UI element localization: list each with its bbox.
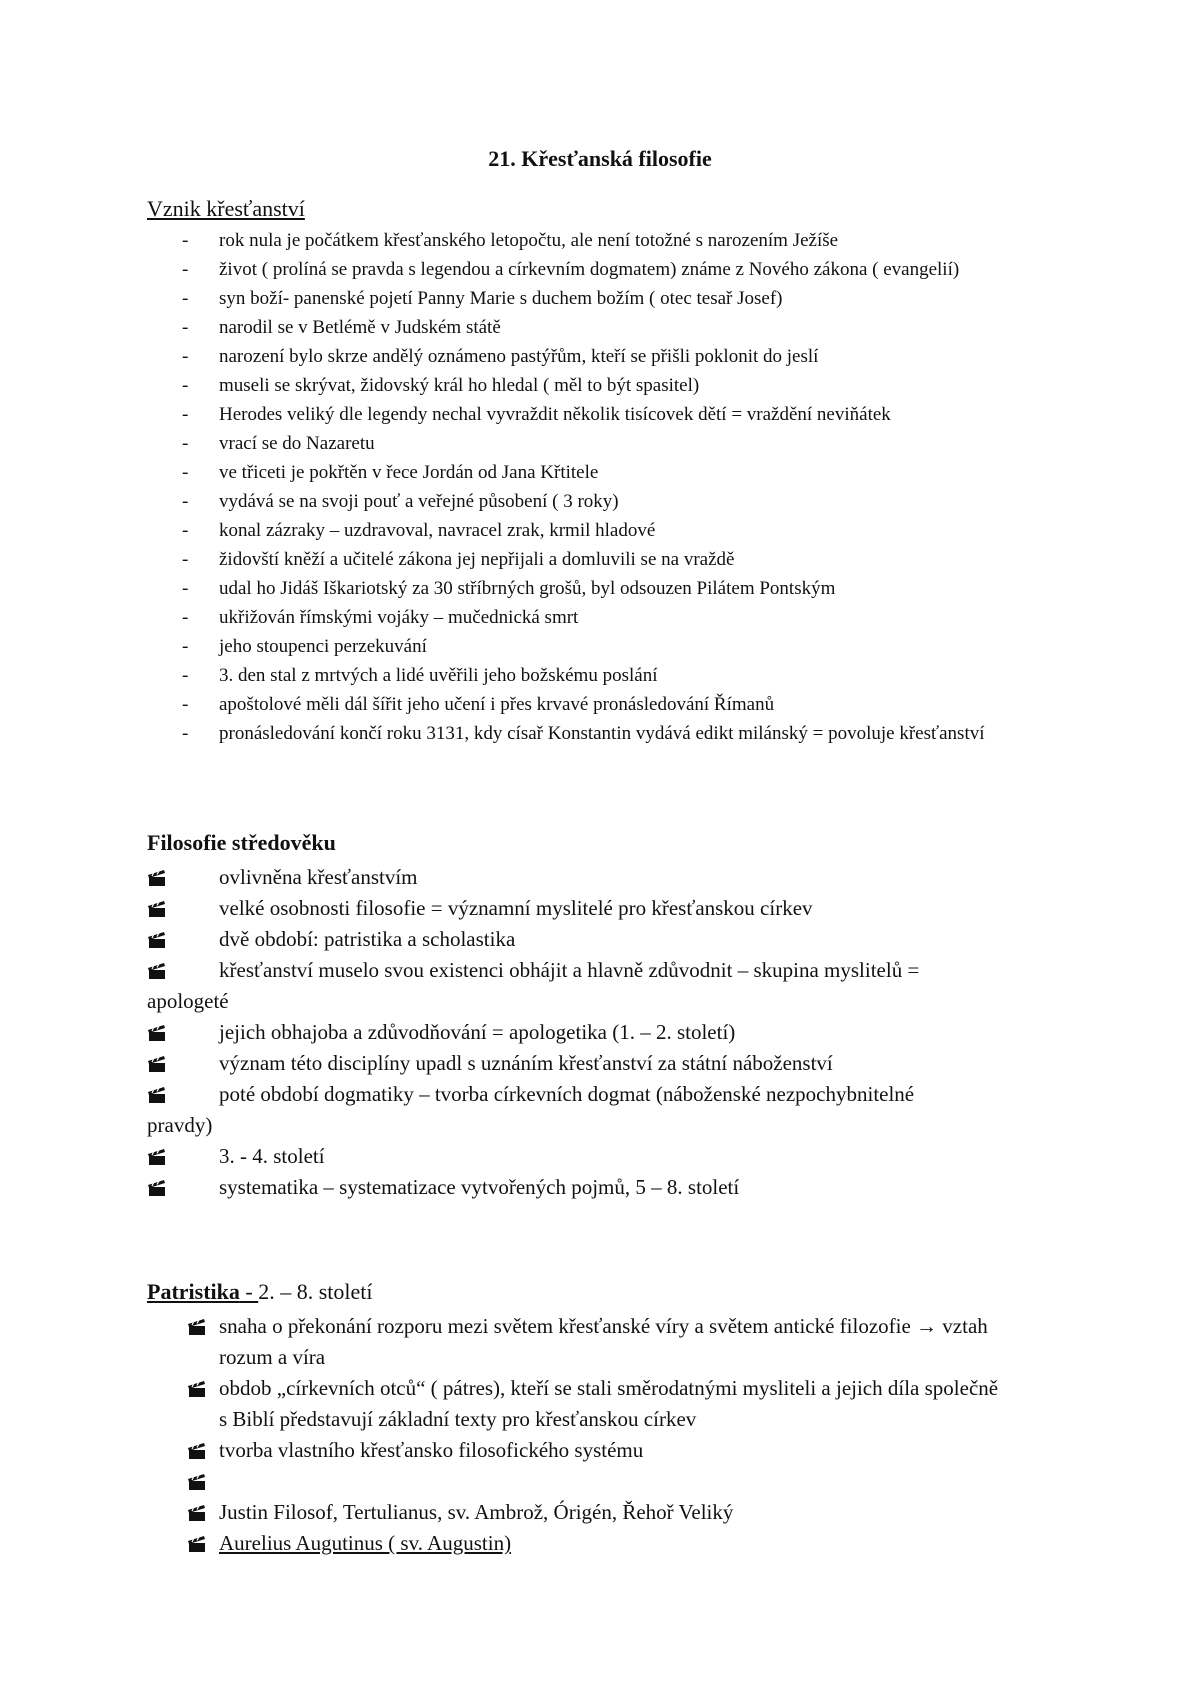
list-item-text: význam této disciplíny upadl s uznáním křesťanství za státní náboženství — [219, 1051, 833, 1075]
dash-bullet: - — [182, 259, 189, 280]
list-item-continuation: s Biblí představují základní texty pro křesťanskou církev — [219, 1407, 697, 1431]
clapperboard-icon — [147, 899, 167, 919]
clapperboard-icon — [187, 1441, 207, 1461]
list-item-text: obdob „církevních otců“ ( pátres), kteří se stali směrodatnými mysliteli a jejich díla společně — [219, 1376, 999, 1400]
clapperboard-icon — [147, 930, 167, 950]
list-item-text: život ( prolíná se pravda s legendou a církevním dogmatem) známe z Nového zákona ( evangelií) — [219, 259, 960, 280]
dash-bullet: - — [182, 723, 189, 744]
dash-bullet: - — [182, 404, 189, 425]
dash-bullet: - — [182, 433, 189, 454]
dash-bullet: - — [182, 694, 189, 715]
dash-bullet: - — [182, 375, 189, 396]
list-item-text: ukřižován římskými vojáky – mučednická smrt — [219, 607, 579, 628]
dash-bullet: - — [182, 288, 189, 309]
clapperboard-icon — [187, 1534, 207, 1554]
list-item-text: křesťanství muselo svou existenci obhájit a hlavně zdůvodnit – skupina myslitelů = — [219, 958, 920, 982]
list-item-continuation: pravdy) — [147, 1113, 213, 1137]
dash-bullet: - — [182, 549, 189, 570]
list-item-text: systematika – systematizace vytvořených pojmů, 5 – 8. století — [219, 1175, 740, 1199]
list-item-continuation: apologeté — [147, 989, 229, 1013]
list-item-text: udal ho Jidáš Iškariotský za 30 stříbrných grošů, byl odsouzen Pilátem Pontským — [219, 578, 836, 599]
list-item-text: ve třiceti je pokřtěn v řece Jordán od Jana Křtitele — [219, 462, 599, 483]
list-item-text: vrací se do Nazaretu — [219, 433, 375, 454]
clapperboard-icon — [147, 1147, 167, 1167]
patristika-separator: - — [239, 1279, 259, 1304]
list-item-text: Aurelius Augutinus ( sv. Augustin) — [219, 1531, 512, 1555]
clapperboard-icon — [187, 1379, 207, 1399]
list-item-text: velké osobnosti filosofie = významní myslitelé pro křesťanskou církev — [219, 896, 813, 920]
list-item-text: apoštolové měli dál šířit jeho učení i přes krvavé pronásledování Římanů — [219, 694, 775, 715]
list-item-continuation: rozum a víra — [219, 1345, 326, 1369]
list-item-text: tvorba vlastního křesťansko filosofického systému — [219, 1438, 644, 1462]
dash-bullet: - — [182, 462, 189, 483]
clapperboard-icon — [147, 1023, 167, 1043]
list-item-text: ovlivněna křesťanstvím — [219, 865, 418, 889]
section-heading-patristika — [147, 1279, 373, 1305]
list-item-text: jeho stoupenci perzekuvání — [219, 636, 427, 657]
dash-bullet: - — [182, 317, 189, 338]
list-item-text: dvě období: patristika a scholastika — [219, 927, 516, 951]
clapperboard-icon — [147, 1178, 167, 1198]
list-item-text: rok nula je počátkem křesťanského letopočtu, ale není totožné s narozením Ježíše — [219, 230, 839, 251]
dash-bullet: - — [182, 491, 189, 512]
clapperboard-icon — [187, 1317, 207, 1337]
list-item-text: 3. den stal z mrtvých a lidé uvěřili jeho božskému poslání — [219, 665, 658, 686]
clapperboard-icon — [147, 1054, 167, 1074]
clapperboard-icon — [187, 1503, 207, 1523]
patristika-title: Patristika — [147, 1279, 240, 1304]
list-item-text: narození bylo skrze andělý oznámeno pastýřům, kteří se přišli poklonit do jeslí — [219, 346, 819, 367]
section-heading-filosofie-stredoveku: Filosofie středověku — [147, 830, 336, 855]
dash-bullet: - — [182, 520, 189, 541]
list-item-text: syn boží- panenské pojetí Panny Marie s duchem božím ( otec tesař Josef) — [219, 288, 783, 309]
list-item-text: narodil se v Betlémě v Judském státě — [219, 317, 501, 338]
list-item-text: snaha o překonání rozporu mezi světem křesťanské víry a světem antické filozofie → vztah — [219, 1314, 988, 1338]
list-item-text: 3. - 4. století — [219, 1144, 325, 1168]
list-item-text: konal zázraky – uzdravoval, navracel zrak, krmil hladové — [219, 520, 656, 541]
dash-bullet: - — [182, 636, 189, 657]
patristika-period: 2. – 8. století — [258, 1279, 373, 1304]
dash-bullet: - — [182, 230, 189, 251]
dash-bullet: - — [182, 346, 189, 367]
section-heading-vznik: Vznik křesťanství — [147, 196, 305, 221]
dash-bullet: - — [182, 607, 189, 628]
list-item-text: Herodes veliký dle legendy nechal vyvraždit několik tisícovek dětí = vraždění neviňátek — [219, 404, 891, 425]
list-item-text: museli se skrývat, židovský král ho hledal ( měl to být spasitel) — [219, 375, 700, 396]
list-item-text: pronásledování končí roku 3131, kdy císař Konstantin vydává edikt milánský = povoluje křesťanství — [219, 723, 985, 744]
list-item-text: Justin Filosof, Tertulianus, sv. Ambrož, Órigén, Řehoř Veliký — [219, 1500, 734, 1524]
list-item-text: vydává se na svoji pouť a veřejné působení ( 3 roky) — [219, 491, 619, 512]
list-item-text: jejich obhajoba a zdůvodňování = apologetika (1. – 2. století) — [219, 1020, 736, 1044]
list-item-text: poté období dogmatiky – tvorba církevních dogmat (náboženské nezpochybnitelné — [219, 1082, 915, 1106]
clapperboard-icon — [147, 961, 167, 981]
dash-bullet: - — [182, 665, 189, 686]
page-title: 21. Křesťanská filosofie — [488, 146, 712, 171]
clapperboard-icon — [187, 1472, 207, 1492]
list-item-text: židovští kněží a učitelé zákona jej nepřijali a domluvili se na vraždě — [219, 549, 735, 570]
dash-bullet: - — [182, 578, 189, 599]
clapperboard-icon — [147, 1085, 167, 1105]
clapperboard-icon — [147, 868, 167, 888]
